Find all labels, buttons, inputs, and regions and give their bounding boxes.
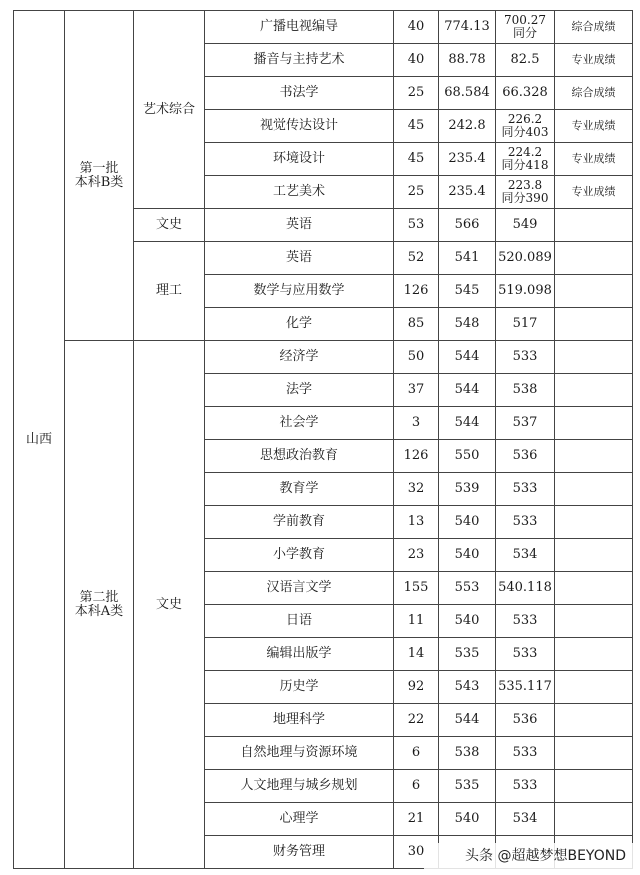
remark-cell — [555, 506, 633, 539]
plan-count-cell: 126 — [394, 440, 439, 473]
major-cell: 地理科学 — [205, 704, 394, 737]
remark-cell: 专业成绩 — [555, 110, 633, 143]
remark-cell — [555, 440, 633, 473]
major-cell: 视觉传达设计 — [205, 110, 394, 143]
min-score-cell: 520.089 — [496, 242, 555, 275]
min-score-cell: 535.117 — [496, 671, 555, 704]
category-cell-wenshi: 文史 — [134, 209, 205, 242]
max-score-cell: 774.13 — [439, 11, 496, 44]
min-score-cell: 533 — [496, 341, 555, 374]
plan-count-cell: 14 — [394, 638, 439, 671]
plan-count-cell: 85 — [394, 308, 439, 341]
batch-label-line: 本科A类 — [74, 603, 124, 619]
plan-count-cell: 22 — [394, 704, 439, 737]
admission-score-table — [13, 10, 633, 869]
max-score-cell: 540 — [439, 605, 496, 638]
min-score-tie-note: 同分403 — [501, 125, 549, 139]
min-score-cell: 537 — [496, 407, 555, 440]
batch-label-line: 第二批 — [79, 589, 119, 605]
major-cell: 经济学 — [205, 341, 394, 374]
plan-count-cell: 92 — [394, 671, 439, 704]
min-score-cell: 533 — [496, 506, 555, 539]
batch-label-line: 第一批 — [79, 160, 119, 176]
max-score-cell: 242.8 — [439, 110, 496, 143]
min-score-value: 700.27 — [504, 13, 546, 27]
max-score-cell: 544 — [439, 407, 496, 440]
major-cell: 历史学 — [205, 671, 394, 704]
watermark-text: 头条 @超越梦想BEYOND — [465, 848, 626, 864]
major-cell: 思想政治教育 — [205, 440, 394, 473]
major-cell: 英语 — [205, 242, 394, 275]
max-score-cell: 545 — [439, 275, 496, 308]
max-score-cell: 540 — [439, 539, 496, 572]
min-score-cell: 533 — [496, 737, 555, 770]
remark-cell — [555, 341, 633, 374]
min-score-value: 223.8 — [507, 178, 543, 192]
remark-cell — [555, 407, 633, 440]
min-score-cell: 82.5 — [496, 44, 555, 77]
max-score-cell: 535 — [439, 638, 496, 671]
plan-count-cell: 3 — [394, 407, 439, 440]
plan-count-cell: 45 — [394, 143, 439, 176]
category-cell-ligong: 理工 — [134, 242, 205, 341]
remark-cell — [555, 671, 633, 704]
major-cell: 汉语言文学 — [205, 572, 394, 605]
remark-cell — [555, 275, 633, 308]
plan-count-cell: 13 — [394, 506, 439, 539]
max-score-cell: 539 — [439, 473, 496, 506]
plan-count-cell: 53 — [394, 209, 439, 242]
min-score-tie-note: 同分 — [512, 26, 537, 40]
min-score-cell: 538 — [496, 374, 555, 407]
remark-cell: 专业成绩 — [555, 176, 633, 209]
province-cell: 山西 — [14, 11, 65, 869]
min-score-value: 224.2 — [507, 145, 543, 159]
max-score-cell: 544 — [439, 704, 496, 737]
remark-cell — [555, 572, 633, 605]
major-cell: 小学教育 — [205, 539, 394, 572]
remark-cell — [555, 704, 633, 737]
remark-cell — [555, 242, 633, 275]
major-cell: 社会学 — [205, 407, 394, 440]
major-cell: 法学 — [205, 374, 394, 407]
max-score-cell: 235.4 — [439, 176, 496, 209]
max-score-cell: 543 — [439, 671, 496, 704]
min-score-cell — [496, 176, 555, 209]
major-cell: 化学 — [205, 308, 394, 341]
plan-count-cell: 6 — [394, 737, 439, 770]
major-cell: 人文地理与城乡规划 — [205, 770, 394, 803]
remark-cell — [555, 737, 633, 770]
min-score-cell: 533 — [496, 473, 555, 506]
plan-count-cell: 25 — [394, 176, 439, 209]
remark-cell: 综合成绩 — [555, 11, 633, 44]
max-score-cell: 540 — [439, 803, 496, 836]
category-cell-wenshi: 文史 — [134, 341, 205, 869]
min-score-tie-note: 同分390 — [501, 191, 549, 205]
plan-count-cell: 6 — [394, 770, 439, 803]
min-score-cell: 540.118 — [496, 572, 555, 605]
major-cell: 编辑出版学 — [205, 638, 394, 671]
min-score-cell: 533 — [496, 638, 555, 671]
major-cell: 自然地理与资源环境 — [205, 737, 394, 770]
max-score-cell: 88.78 — [439, 44, 496, 77]
max-score-cell: 548 — [439, 308, 496, 341]
table-row — [14, 11, 633, 44]
plan-count-cell: 40 — [394, 11, 439, 44]
max-score-cell: 235.4 — [439, 143, 496, 176]
max-score-cell: 566 — [439, 209, 496, 242]
max-score-cell: 544 — [439, 374, 496, 407]
major-cell: 数学与应用数学 — [205, 275, 394, 308]
min-score-tie-note: 同分418 — [501, 158, 549, 172]
min-score-cell: 533 — [496, 770, 555, 803]
max-score-cell: 550 — [439, 440, 496, 473]
min-score-cell — [496, 11, 555, 44]
major-cell: 广播电视编导 — [205, 11, 394, 44]
plan-count-cell: 23 — [394, 539, 439, 572]
max-score-cell: 68.584 — [439, 77, 496, 110]
major-cell: 日语 — [205, 605, 394, 638]
max-score-cell: 538 — [439, 737, 496, 770]
batch-cell-second-a — [65, 341, 134, 869]
plan-count-cell: 50 — [394, 341, 439, 374]
remark-cell — [555, 539, 633, 572]
min-score-cell — [496, 110, 555, 143]
plan-count-cell: 155 — [394, 572, 439, 605]
min-score-cell: 536 — [496, 704, 555, 737]
max-score-cell: 541 — [439, 242, 496, 275]
plan-count-cell: 45 — [394, 110, 439, 143]
plan-count-cell: 37 — [394, 374, 439, 407]
min-score-cell: 549 — [496, 209, 555, 242]
remark-cell — [555, 374, 633, 407]
min-score-cell — [496, 143, 555, 176]
remark-cell — [555, 638, 633, 671]
plan-count-cell: 25 — [394, 77, 439, 110]
min-score-cell: 519.098 — [496, 275, 555, 308]
plan-count-cell: 30 — [394, 836, 439, 869]
min-score-cell: 534 — [496, 803, 555, 836]
major-cell: 财务管理 — [205, 836, 394, 869]
major-cell: 书法学 — [205, 77, 394, 110]
min-score-cell: 534 — [496, 539, 555, 572]
remark-cell — [555, 770, 633, 803]
min-score-cell: 536 — [496, 440, 555, 473]
remark-cell — [555, 473, 633, 506]
plan-count-cell: 40 — [394, 44, 439, 77]
major-cell: 英语 — [205, 209, 394, 242]
remark-cell — [555, 605, 633, 638]
max-score-cell: 553 — [439, 572, 496, 605]
major-cell: 教育学 — [205, 473, 394, 506]
min-score-cell: 66.328 — [496, 77, 555, 110]
watermark — [465, 845, 626, 865]
remark-cell — [555, 308, 633, 341]
plan-count-cell: 126 — [394, 275, 439, 308]
batch-cell-first-b — [65, 11, 134, 341]
min-score-cell: 517 — [496, 308, 555, 341]
remark-cell: 综合成绩 — [555, 77, 633, 110]
major-cell: 学前教育 — [205, 506, 394, 539]
plan-count-cell: 52 — [394, 242, 439, 275]
major-cell: 播音与主持艺术 — [205, 44, 394, 77]
min-score-value: 226.2 — [507, 112, 543, 126]
major-cell: 心理学 — [205, 803, 394, 836]
category-cell-art: 艺术综合 — [134, 11, 205, 209]
max-score-cell: 535 — [439, 770, 496, 803]
plan-count-cell: 21 — [394, 803, 439, 836]
remark-cell: 专业成绩 — [555, 44, 633, 77]
major-cell: 工艺美术 — [205, 176, 394, 209]
remark-cell — [555, 209, 633, 242]
min-score-cell: 533 — [496, 605, 555, 638]
table-row — [14, 341, 633, 374]
remark-cell: 专业成绩 — [555, 143, 633, 176]
batch-label-line: 本科B类 — [74, 174, 124, 190]
max-score-cell: 544 — [439, 341, 496, 374]
plan-count-cell: 11 — [394, 605, 439, 638]
max-score-cell: 540 — [439, 506, 496, 539]
plan-count-cell: 32 — [394, 473, 439, 506]
remark-cell — [555, 803, 633, 836]
major-cell: 环境设计 — [205, 143, 394, 176]
